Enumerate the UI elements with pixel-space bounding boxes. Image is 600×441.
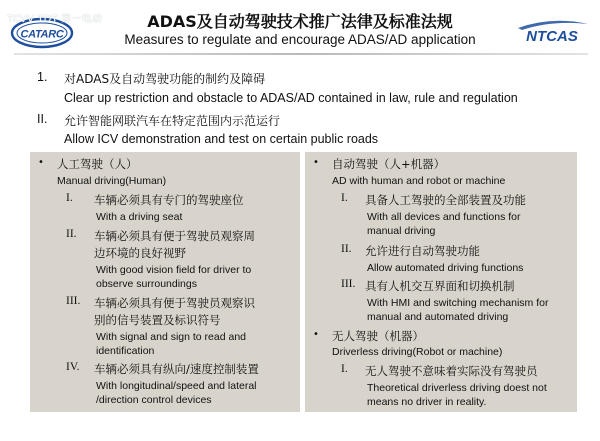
item-text-en: With HMI and switching mechanism for bbox=[367, 297, 549, 309]
bullet: • bbox=[38, 157, 44, 168]
panel-heading-en: AD with human and robot or machine bbox=[332, 175, 506, 187]
item-text-en: With good vision field for driver to bbox=[96, 264, 252, 276]
item-text-cn: 车辆必须具有便于驾驶员观察识 bbox=[94, 296, 255, 310]
item-text-cn: 边环境的良好视野 bbox=[94, 246, 186, 260]
item-text-cn: 允许进行自动驾驶功能 bbox=[365, 244, 480, 258]
manual-driving-panel bbox=[30, 152, 300, 412]
page-title-en: Measures to regulate and encourage ADAS/AD application bbox=[124, 32, 476, 47]
panel-heading-en: Manual driving(Human) bbox=[57, 175, 167, 187]
panel-heading-cn: 无人驾驶（机器） bbox=[332, 329, 424, 343]
catarc-logo-text: CATARC bbox=[20, 28, 64, 41]
item-text-cn: 无人驾驶不意味着实际没有驾驶员 bbox=[365, 364, 538, 378]
item-text-cn: 别的信号装置及标识符号 bbox=[94, 313, 221, 327]
item-text-en: With longitudinal/speed and lateral bbox=[96, 380, 257, 392]
bullet: • bbox=[313, 157, 319, 168]
bullet: • bbox=[313, 329, 319, 340]
watermark: TCVV TDT 第一电动 bbox=[7, 14, 103, 25]
intro-number: II. bbox=[37, 112, 48, 126]
item-text-cn: 具备人工驾驶的全部装置及功能 bbox=[365, 193, 526, 207]
item-text-en: Allow automated driving functions bbox=[367, 262, 524, 274]
item-text-en: With all devices and functions for bbox=[367, 211, 521, 223]
panel-heading-en: Driverless driving(Robot or machine) bbox=[332, 346, 503, 358]
intro-text-en: Allow ICV demonstration and test on certain public roads bbox=[64, 132, 379, 146]
item-text-cn: 具有人机交互界面和切换机制 bbox=[365, 279, 515, 293]
item-text-cn: 车辆必须具有专门的驾驶座位 bbox=[94, 193, 244, 207]
item-number: I. bbox=[341, 192, 348, 204]
ntcas-logo bbox=[512, 20, 592, 44]
item-number: III. bbox=[66, 295, 81, 307]
item-text-en: means no driver in reality. bbox=[367, 396, 487, 408]
item-text-en: manual and automated driving bbox=[367, 311, 509, 323]
panel-heading-cn: 人工驾驶（人） bbox=[57, 157, 138, 171]
item-text-cn: 车辆必须具有纵向/速度控制装置 bbox=[94, 362, 259, 376]
item-text-en: /direction control devices bbox=[96, 394, 212, 406]
item-number: IV. bbox=[66, 361, 80, 373]
item-text-en: With a driving seat bbox=[96, 211, 183, 223]
slide-header bbox=[0, 0, 600, 58]
panel-heading-cn: 自动驾驶（人+机器） bbox=[332, 157, 446, 171]
item-text-en: identification bbox=[96, 345, 155, 357]
page-title-cn: ADAS及自动驾驶技术推广法律及标准法规 bbox=[147, 12, 453, 31]
intro-text-en: Clear up restriction and obstacle to ADAS/AD contained in law, rule and regulation bbox=[64, 91, 518, 105]
header-divider bbox=[14, 53, 588, 55]
item-number: I. bbox=[341, 363, 348, 375]
item-number: II. bbox=[66, 228, 77, 240]
automated-driving-panel bbox=[305, 152, 577, 412]
item-number: II. bbox=[341, 243, 352, 255]
item-number: I. bbox=[66, 192, 73, 204]
item-text-en: With signal and sign to read and bbox=[96, 331, 247, 343]
item-text-cn: 车辆必须具有便于驾驶员观察周 bbox=[94, 229, 255, 243]
intro-text-cn: 对ADAS及自动驾驶功能的制约及障碍 bbox=[64, 72, 266, 86]
item-text-en: Theoretical driverless driving doest not bbox=[367, 382, 547, 394]
intro-text-cn: 允许智能网联汽车在特定范围内示范运行 bbox=[64, 114, 281, 128]
item-text-en: observe surroundings bbox=[96, 278, 197, 290]
item-text-en: manual driving bbox=[367, 225, 436, 237]
item-number: III. bbox=[341, 278, 356, 290]
ntcas-logo-text: NTCAS bbox=[526, 28, 578, 44]
intro-number: 1. bbox=[37, 70, 48, 84]
